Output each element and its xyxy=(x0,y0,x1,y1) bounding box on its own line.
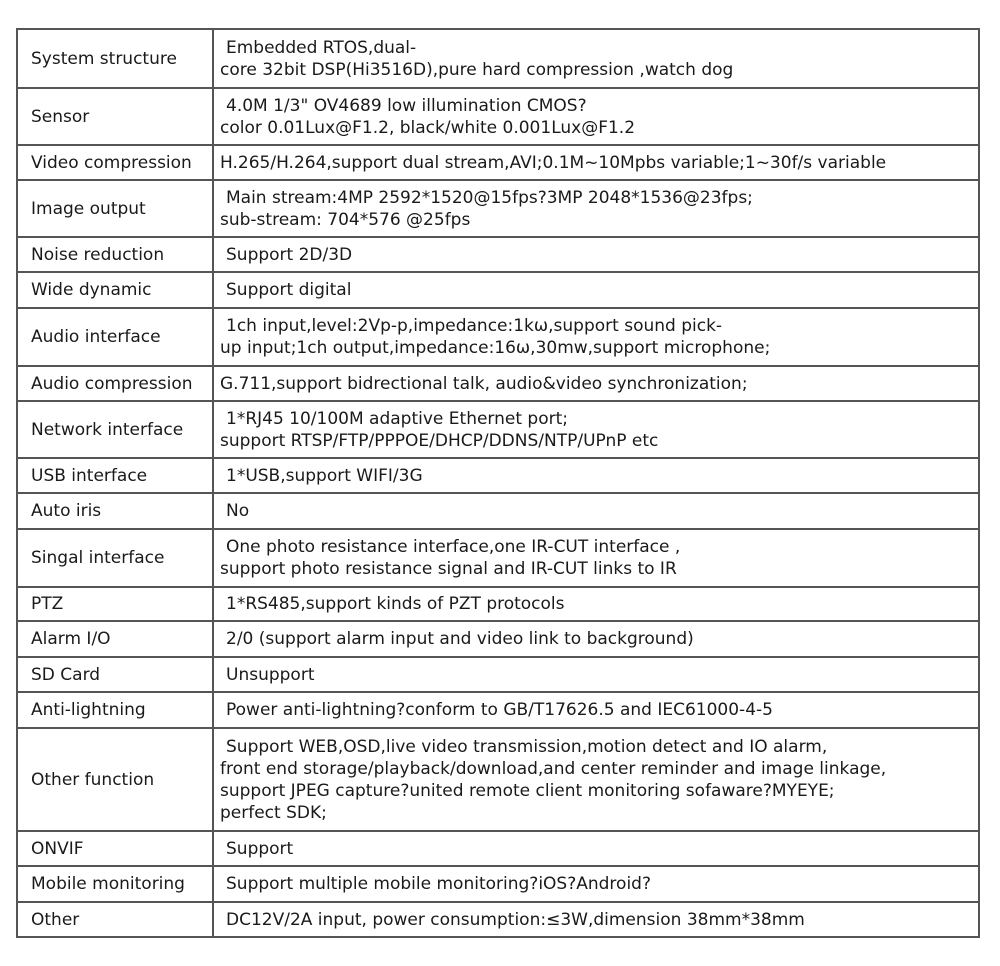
spec-value xyxy=(213,458,979,493)
spec-value-line: core 32bit DSP(Hi3516D),pure hard compression ,watch dog xyxy=(220,59,734,80)
spec-value-line: 1*RS485,support kinds of PZT protocols xyxy=(226,594,565,614)
spec-value-line: One photo resistance interface,one IR-CUT interface , xyxy=(226,537,681,557)
spec-label: Audio interface xyxy=(17,308,213,366)
spec-value-line: perfect SDK; xyxy=(220,802,327,823)
spec-row-sd-card xyxy=(17,657,979,692)
spec-value xyxy=(213,587,979,621)
spec-row-sensor xyxy=(17,88,979,145)
spec-row-singal-interface xyxy=(17,529,979,587)
spec-row-network-interface xyxy=(17,401,979,458)
spec-row-noise-reduction xyxy=(17,237,979,272)
spec-row-other-function xyxy=(17,728,979,831)
spec-label: USB interface xyxy=(17,458,213,493)
spec-row-audio-compression xyxy=(17,366,979,401)
spec-label: Singal interface xyxy=(17,529,213,587)
spec-row-onvif xyxy=(17,831,979,866)
spec-value xyxy=(213,29,979,88)
spec-value-line: G.711,support bidrectional talk, audio&video synchronization; xyxy=(220,373,748,394)
spec-value-line: 2/0 (support alarm input and video link to background) xyxy=(226,629,694,649)
spec-value xyxy=(213,657,979,692)
spec-value xyxy=(213,237,979,272)
spec-label: Auto iris xyxy=(17,493,213,529)
spec-value xyxy=(213,529,979,587)
spec-value-line: Unsupport xyxy=(226,664,315,685)
spec-table xyxy=(16,28,980,938)
spec-label: Noise reduction xyxy=(17,237,213,272)
spec-value xyxy=(213,88,979,145)
spec-label: Other xyxy=(17,902,213,937)
spec-value-line: 1ch input,level:2Vp-p,impedance:1kω,support sound pick- xyxy=(226,316,723,336)
spec-value-line: up input;1ch output,impedance:16ω,30mw,support microphone; xyxy=(220,338,771,358)
spec-value xyxy=(213,272,979,308)
spec-label: Wide dynamic xyxy=(17,272,213,308)
spec-label: Anti-lightning xyxy=(17,692,213,728)
spec-row-system-structure xyxy=(17,29,979,88)
spec-row-image-output xyxy=(17,180,979,237)
spec-label: Other function xyxy=(17,728,213,831)
spec-row-ptz xyxy=(17,587,979,621)
spec-value-line: 4.0M 1/3" OV4689 low illumination CMOS? xyxy=(226,95,587,116)
spec-label: Sensor xyxy=(17,88,213,145)
spec-label: Image output xyxy=(17,180,213,237)
spec-label: Alarm I/O xyxy=(17,621,213,657)
spec-row-alarm-io xyxy=(17,621,979,657)
spec-value-line: 1*RJ45 10/100M adaptive Ethernet port; xyxy=(226,408,568,429)
spec-value xyxy=(213,831,979,866)
spec-value xyxy=(213,728,979,831)
spec-value-line: 1*USB,support WIFI/3G xyxy=(226,465,423,486)
spec-value xyxy=(213,401,979,458)
spec-label: SD Card xyxy=(17,657,213,692)
spec-label: ONVIF xyxy=(17,831,213,866)
spec-row-usb-interface xyxy=(17,458,979,493)
spec-value xyxy=(213,902,979,937)
spec-label: Network interface xyxy=(17,401,213,458)
spec-value xyxy=(213,145,979,180)
spec-value-line: color 0.01Lux@F1.2, black/white 0.001Lux@F1.2 xyxy=(220,117,636,138)
spec-value-line: Support xyxy=(226,838,294,859)
spec-label: Video compression xyxy=(17,145,213,180)
spec-row-mobile-monitoring xyxy=(17,866,979,902)
spec-value xyxy=(213,621,979,657)
spec-value xyxy=(213,692,979,728)
spec-value-line: support JPEG capture?united remote client monitoring sofaware?MYEYE; xyxy=(220,780,835,801)
spec-label: System structure xyxy=(17,29,213,88)
spec-value xyxy=(213,308,979,366)
spec-value-line: DC12V/2A input, power consumption:≤3W,dimension 38mm*38mm xyxy=(226,909,805,930)
spec-value-line: Main stream:4MP 2592*1520@15fps?3MP 2048*1536@23fps; xyxy=(226,187,753,208)
spec-row-audio-interface xyxy=(17,308,979,366)
spec-row-anti-lightning xyxy=(17,692,979,728)
spec-row-other xyxy=(17,902,979,937)
spec-value-line: Support WEB,OSD,live video transmission,motion detect and IO alarm, xyxy=(226,736,828,757)
spec-value-line: Embedded RTOS,dual- xyxy=(226,37,417,58)
spec-row-video-compression xyxy=(17,145,979,180)
spec-value-line: Power anti-lightning?conform to GB/T17626.5 and IEC61000-4-5 xyxy=(226,700,773,720)
spec-value-line: support RTSP/FTP/PPPOE/DHCP/DDNS/NTP/UPnP etc xyxy=(220,430,659,451)
spec-value-line: front end storage/playback/download,and center reminder and image linkage, xyxy=(220,758,887,779)
spec-value-line: Support digital xyxy=(226,280,352,300)
spec-label: Mobile monitoring xyxy=(17,866,213,902)
spec-label: Audio compression xyxy=(17,366,213,401)
spec-value-line: sub-stream: 704*576 @25fps xyxy=(220,209,471,230)
spec-value xyxy=(213,180,979,237)
spec-value-line: support photo resistance signal and IR-CUT links to IR xyxy=(220,559,677,579)
spec-value-line: Support multiple mobile monitoring?iOS?Android? xyxy=(226,874,651,894)
spec-value xyxy=(213,366,979,401)
spec-row-wide-dynamic xyxy=(17,272,979,308)
spec-value-line: Support 2D/3D xyxy=(226,244,353,265)
spec-value-line: No xyxy=(226,501,250,521)
spec-value xyxy=(213,493,979,529)
spec-label: PTZ xyxy=(17,587,213,621)
spec-value-line: H.265/H.264,support dual stream,AVI;0.1M~10Mpbs variable;1~30f/s variable xyxy=(220,152,887,173)
spec-row-auto-iris xyxy=(17,493,979,529)
spec-value xyxy=(213,866,979,902)
